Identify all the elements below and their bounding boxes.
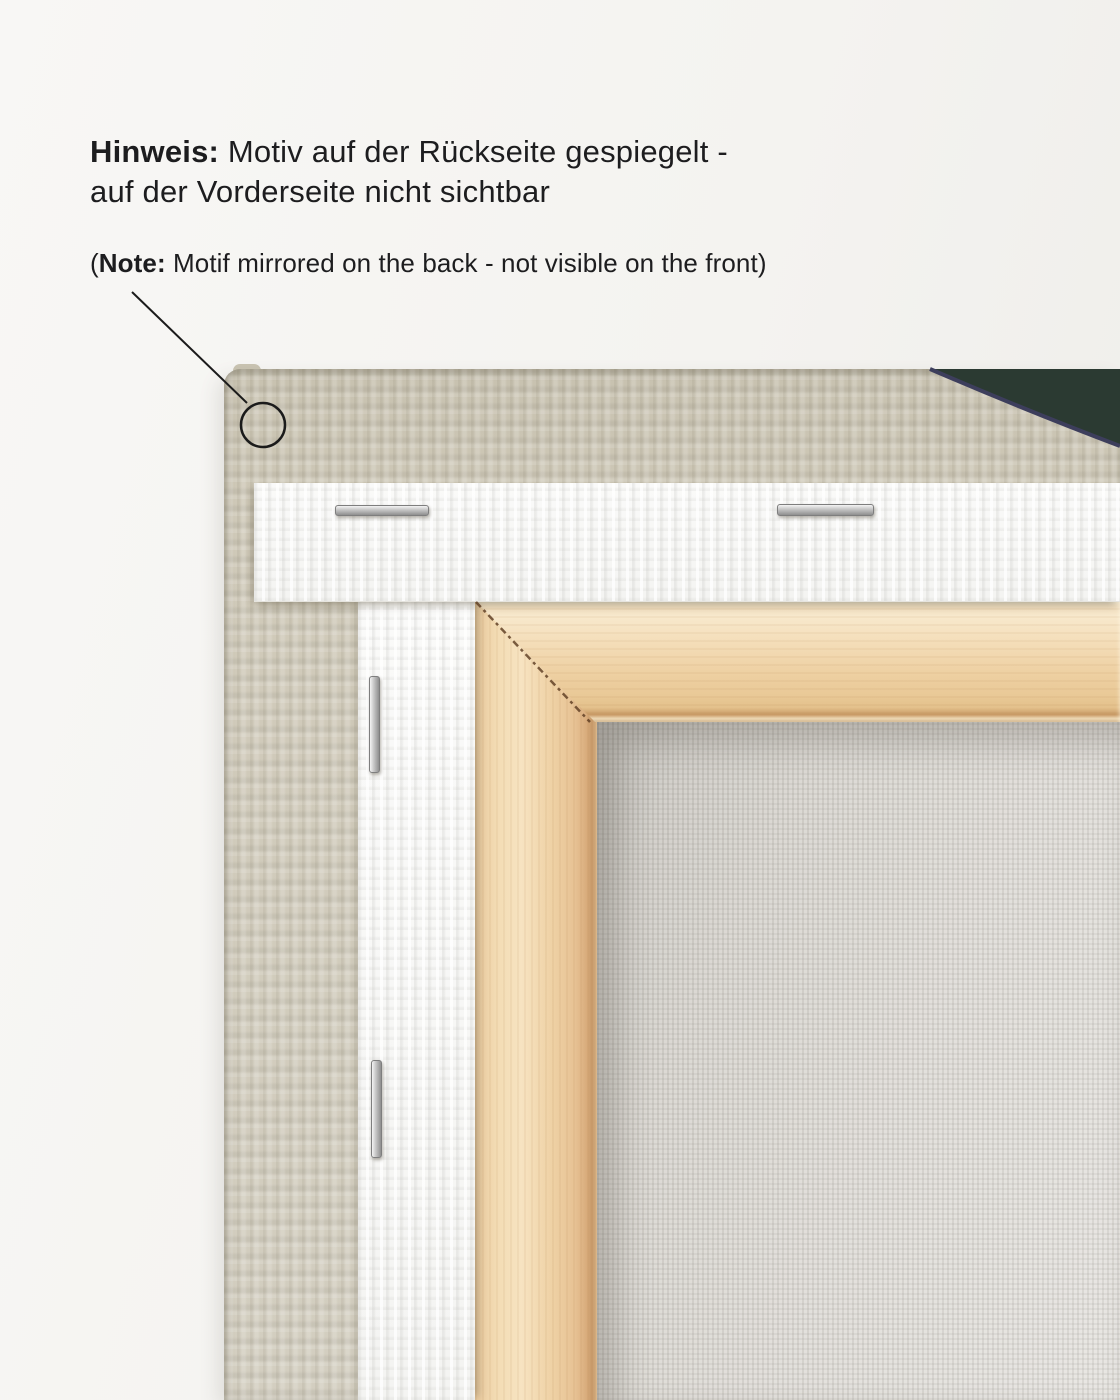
- hint-en-rest: Motif mirrored on the back - not visible on the front): [165, 248, 767, 278]
- staple-top-left: [335, 505, 429, 516]
- staple-top-right: [777, 504, 874, 516]
- inner-canvas-weave: [597, 722, 1120, 1400]
- staple-side-upper: [369, 676, 380, 773]
- hint-de-line1-rest: Motiv auf der Rückseite gespiegelt -: [219, 134, 728, 169]
- stretcher-bar-vertical: [475, 601, 597, 1400]
- canvas-strip-horizontal: [254, 483, 1120, 602]
- hint-en-open-paren: (: [90, 248, 99, 278]
- hint-de-bold: Hinweis:: [90, 134, 220, 169]
- hint-de-line1: [90, 132, 728, 172]
- hint-text-german: [90, 132, 728, 212]
- hint-de-line2: auf der Vorderseite nicht sichtbar: [90, 174, 550, 209]
- staple-side-lower: [371, 1060, 382, 1158]
- hint-en-bold: Note:: [98, 248, 166, 278]
- hint-text-english: [90, 247, 767, 279]
